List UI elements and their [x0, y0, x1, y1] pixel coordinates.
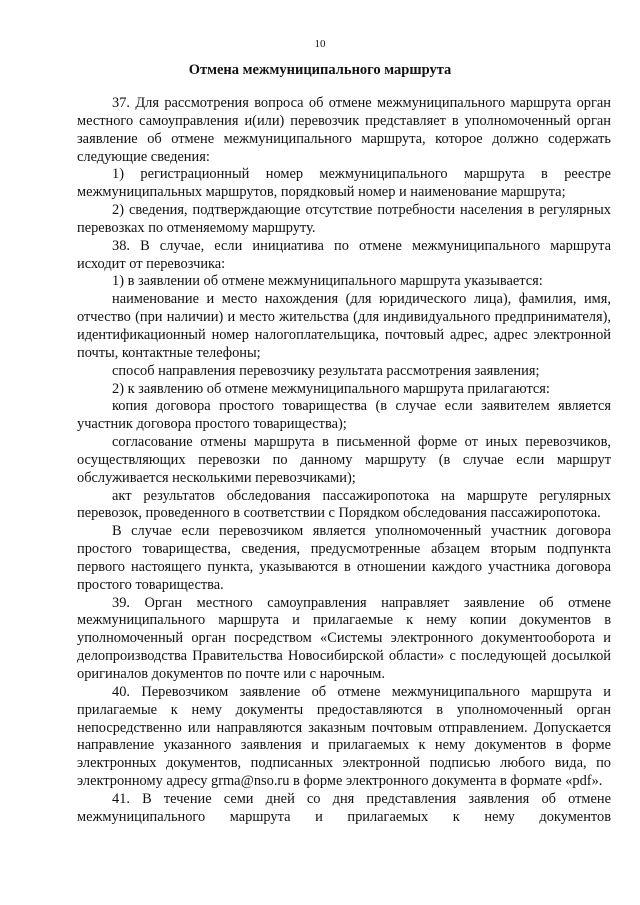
paragraph-37: 37. Для рассмотрения вопроса об отмене межмуниципального маршрута орган местного самоуправления и(или) перевозчик представляет в уполномоченный орган заявление об отмене межмуниципального маршрута, которое должно содержать следующие сведения:: [77, 95, 611, 165]
paragraph-38-item-2-copy: копия договора простого товарищества (в случае если заявителем является участник договора простого товарищества);: [77, 398, 611, 433]
paragraph-38-item-2-act: акт результатов обследования пассажиропотока на маршруте регулярных перевозок, проведенного в соответствии с Порядком обследования пассажиропотока.: [77, 487, 611, 522]
document-body: [77, 95, 611, 827]
paragraph-38-item-1-method: способ направления перевозчику результата рассмотрения заявления;: [112, 362, 540, 379]
paragraph-40: 40. Перевозчиком заявление об отмене межмуниципального маршрута и прилагаемые к нему документы предоставляются в уполномоченный орган непосредственно или направляются заказным почтовым отправлением. Допускается направление указанного заявления и прилагаемых к нему документов в форме электронных документов, подписанных электронной подписью любого вида, по электронному адресу grma@nso.ru в форме электронного документа в формате «pdf».: [77, 683, 611, 790]
paragraph-39: 39. Орган местного самоуправления направляет заявление об отмене межмуниципального маршрута и прилагаемые к нему копии документов в уполномоченный орган посредством «Системы электронного документооборота и делопроизводства Правительства Новосибирской области» с последующей досылкой оригиналов документов по почте или с нарочным.: [77, 594, 611, 682]
paragraph-38: 38. В случае, если инициатива по отмене межмуниципального маршрута исходит от перевозчика:: [77, 237, 611, 272]
paragraph-38-item-1: 1) в заявлении об отмене межмуниципального маршрута указывается:: [112, 273, 543, 290]
section-title: Отмена межмуниципального маршрута: [188, 62, 452, 78]
paragraph-41: 41. В течение семи дней со дня представления заявления об отмене межмуниципального маршрута и прилагаемых к нему документов: [77, 790, 611, 825]
paragraph-38-note: В случае если перевозчиком является уполномоченный участник договора простого товарищества, сведения, предусмотренные абзацем вторым подпункта первого настоящего пункта, указываются в отношении каждого участника договора простого товарищества.: [77, 523, 611, 593]
page-number: 10: [314, 38, 326, 50]
paragraph-38-item-2: 2) к заявлению об отмене межмуниципального маршрута прилагаются:: [112, 380, 550, 397]
paragraph-38-item-1-name: наименование и место нахождения (для юридического лица), фамилия, имя, отчество (при наличии) и место жительства (для индивидуального предпринимателя), идентификационный номер налогоплательщика, почтовый адрес, адрес электронной почты, контактные телефоны;: [77, 291, 611, 361]
paragraph-38-item-2-approval: согласование отмены маршрута в письменной форме от иных перевозчиков, осуществляющих перевозки по данному маршруту (в случае если маршрут обслуживается несколькими перевозчиками);: [77, 434, 611, 486]
paragraph-37-item-1: 1) регистрационный номер межмуниципального маршрута в реестре межмуниципальных маршрутов, порядковый номер и наименование маршрута;: [77, 166, 611, 201]
paragraph-37-item-2: 2) сведения, подтверждающие отсутствие потребности населения в регулярных перевозках по отменяемому маршруту.: [77, 202, 611, 236]
